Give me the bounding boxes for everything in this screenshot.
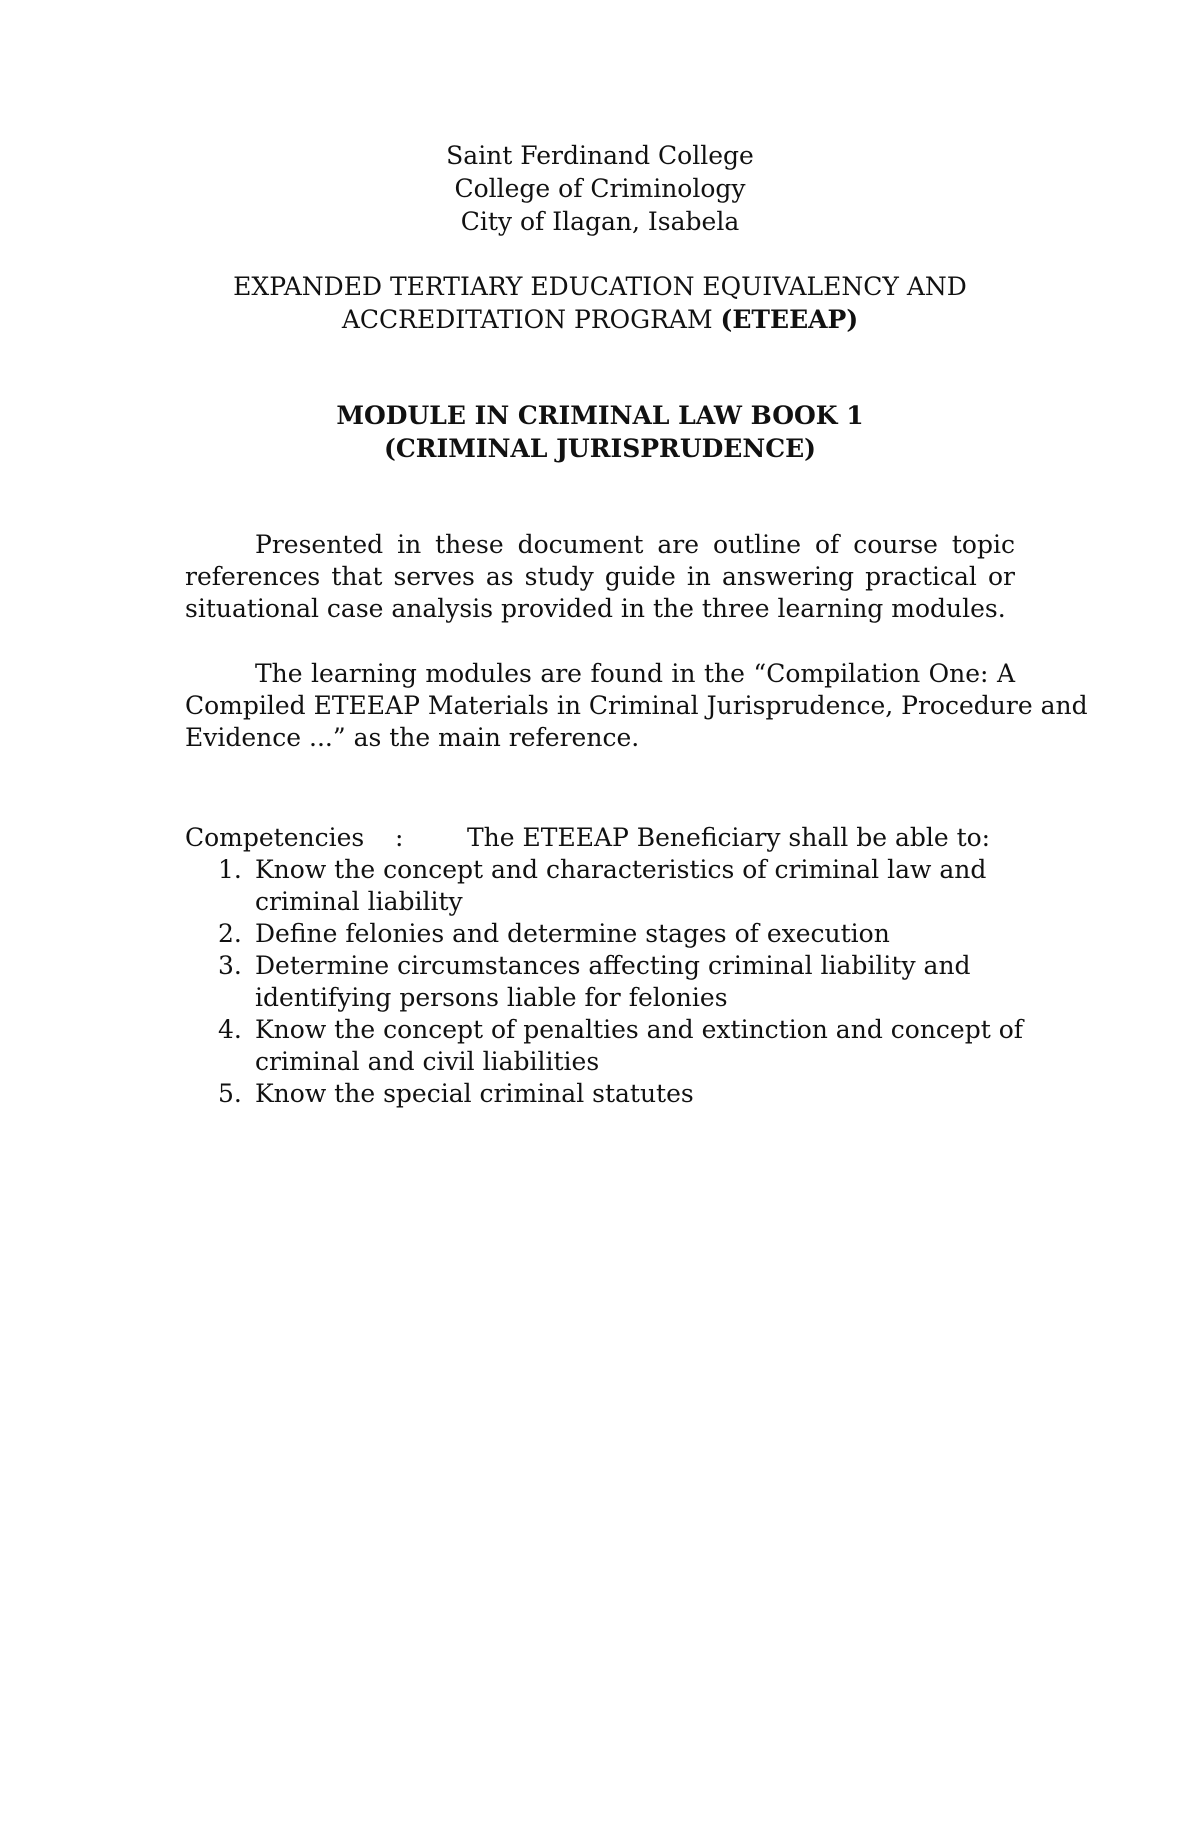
list-item-text: Know the special criminal statutes	[255, 1079, 694, 1108]
list-item	[185, 950, 985, 1014]
reference-paragraph	[185, 658, 1088, 754]
program-title-line2	[0, 304, 1200, 336]
intro-line-3: situational case analysis provided in the three learning modules.	[185, 594, 1006, 623]
list-item	[185, 1078, 985, 1110]
list-item-number: 2.	[218, 919, 242, 948]
intro-line-2: references that serves as study guide in answering practical or	[185, 562, 1015, 591]
list-item-number: 5.	[218, 1079, 242, 1108]
list-item	[185, 1014, 1024, 1078]
list-item-text: Know the concept of penalties and extinction and concept of	[255, 1015, 1024, 1044]
program-title-prefix: ACCREDITATION PROGRAM	[341, 305, 721, 334]
module-title: MODULE IN CRIMINAL LAW BOOK 1	[336, 401, 864, 430]
list-item-text: Know the concept and characteristics of criminal law and	[255, 855, 987, 884]
intro-line-1: Presented in these document are outline of course topic	[255, 530, 1015, 559]
list-item-text: criminal and civil liabilities	[255, 1047, 600, 1076]
list-item-number: 3.	[218, 951, 242, 980]
list-item-number: 1.	[218, 855, 242, 884]
competencies-separator: :	[395, 823, 404, 852]
list-item	[185, 918, 985, 950]
competencies-list	[185, 854, 1024, 1110]
list-item-number: 4.	[218, 1015, 242, 1044]
reference-line-1: The learning modules are found in the “Compilation One: A	[255, 659, 1015, 688]
list-item-text: Define felonies and determine stages of execution	[255, 919, 890, 948]
list-item-text: criminal liability	[255, 887, 463, 916]
list-item	[185, 854, 985, 918]
reference-line-2: Compiled ETEEAP Materials in Criminal Jurisprudence, Procedure and	[185, 691, 1088, 720]
competencies-lead: The ETEEAP Beneficiary shall be able to:	[467, 823, 991, 852]
institution-name: Saint Ferdinand College	[446, 141, 754, 170]
module-subtitle: (CRIMINAL JURISPRUDENCE)	[384, 434, 816, 463]
program-acronym: (ETEEAP)	[720, 305, 859, 334]
college-name: College of Criminology	[454, 174, 746, 203]
location: City of Ilagan, Isabela	[460, 207, 740, 236]
list-item-text: identifying persons liable for felonies	[255, 983, 728, 1012]
list-item-text: Determine circumstances affecting criminal liability and	[255, 951, 971, 980]
competencies-label: Competencies	[185, 823, 365, 852]
reference-line-3: Evidence ...” as the main reference.	[185, 723, 640, 752]
program-title-line1: EXPANDED TERTIARY EDUCATION EQUIVALENCY AND	[233, 272, 967, 301]
intro-paragraph	[185, 529, 1015, 625]
